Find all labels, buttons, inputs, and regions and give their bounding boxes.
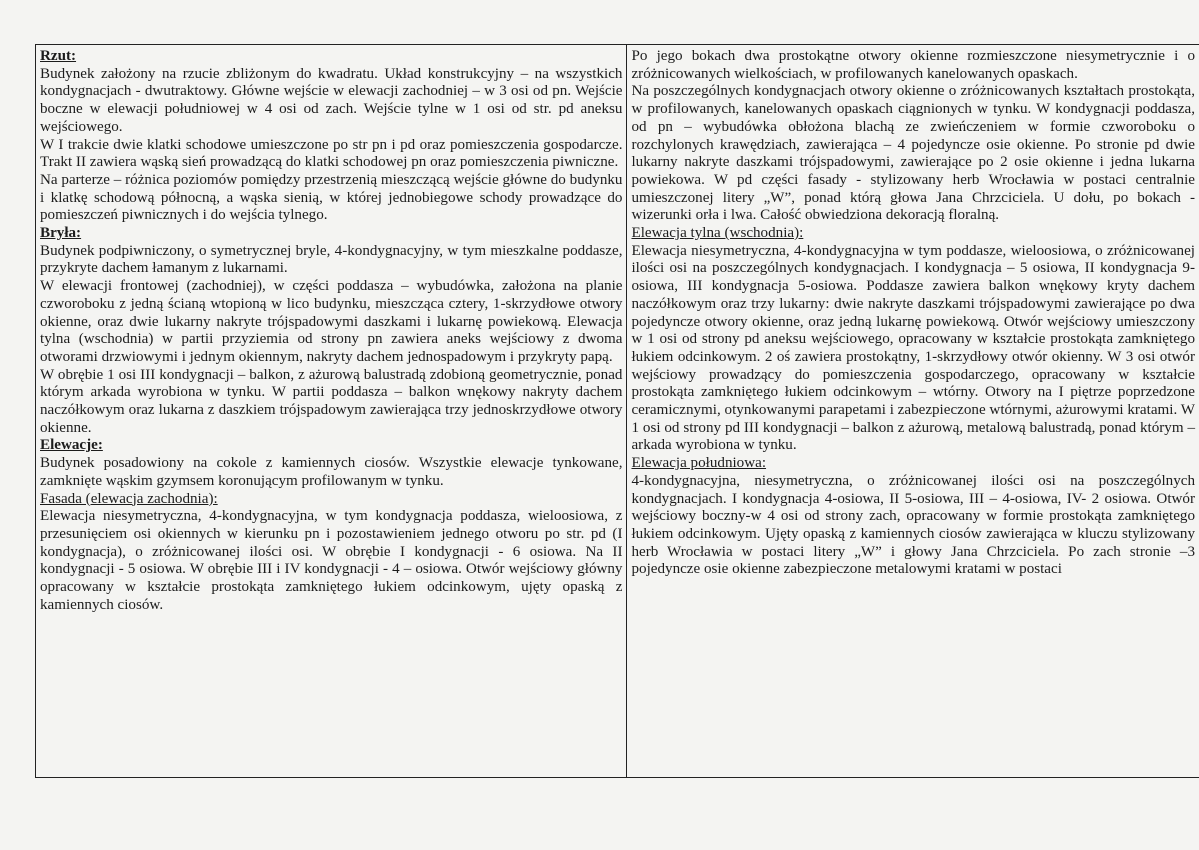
- paragraph: Budynek podpiwniczony, o symetrycznej bryle, 4-kondygnacyjny, w tym mieszkalne poddasze, przykryte dachem łamanym z lukarnami.: [40, 242, 623, 277]
- paragraph: W elewacji frontowej (zachodniej), w części poddasza – wybudówka, założona na planie czworoboku z jedną ścianą wtopioną w lico budynku, mieszcząca cztery, 1-skrzydłowe otwory okienne, oraz dwie lukarny nakryte trójspadowymi daszkami i lukarnę powiekową. Elewacja tylna (wschodnia) w partii przyziemia od strony pn zawiera aneks wejściowy z dwoma otworami drzwiowymi i jednym okiennym, nakryty dachem jednospadowym i przykryty papą.: [40, 278, 623, 365]
- paragraph: 4-kondygnacyjna, niesymetryczna, o zróżnicowanej ilości osi na poszczególnych kondygnacjach. I kondygnacja 4-osiowa, II 5-osiowa, III – 4-osiowa, IV- 2 osiowa. Otwór wejściowy boczny-w 4 osi od strony zach, opracowany w formie prostokąta zamkniętego łukiem odcinkowym. Ujęty opaską z kamiennych ciosów zawierająca w kluczu stylizowany herb Wrocławia w postaci litery „W” i głowy Jana Chrzciciela. Po zach stronie –3 pojedyncze osie okienne zabezpieczone metalowymi kratami w postaci: [631, 472, 1195, 578]
- paragraph: W I trakcie dwie klatki schodowe umieszczone po str pn i pd oraz pomieszczenia gospodarcze. Trakt II zawiera wąską sień prowadzącą do klatki schodowej pn oraz pomieszczenia piwniczne.: [40, 136, 623, 171]
- description-table: [35, 44, 1199, 778]
- paragraph: Na parterze – różnica poziomów pomiędzy przestrzenią mieszczącą wejście główne do budynku i klatkę schodową północną, a wąska sienią, w której jednobiegowe schody prowadzące do pomieszczeń piwnicznych i do wejścia tylnego.: [40, 171, 623, 224]
- paragraph: W obrębie 1 osi III kondygnacji – balkon, z ażurową balustradą zdobioną geometrycznie, ponad którym arkada wyrobiona w tynku. W partii poddasza – balkon wnękowy nakryty dachem naczółkowym oraz lukarna z daszkiem trójspadowym zawierająca trzy jednoskrzydłowe otwory okienne.: [40, 366, 623, 436]
- section-heading-bryla: Bryła:: [40, 225, 82, 242]
- section-heading-rzut: Rzut:: [40, 48, 77, 64]
- paragraph: Budynek założony na rzucie zbliżonym do kwadratu. Układ konstrukcyjny – na wszystkich kondygnacjach - dwutraktowy. Główne wejście w elewacji zachodniej – w 3 osi od pn. Wejście boczne w elewacji południowej w 4 osi od zach. Wejście tylne w 1 osi od str. pd aneksu wejściowego.: [40, 65, 623, 135]
- subsection-heading-fasada: Fasada (elewacja zachodnia):: [40, 490, 218, 507]
- left-column: [36, 45, 627, 777]
- subsection-heading-elewacja-poludniowa: Elewacja południowa:: [631, 455, 767, 472]
- paragraph: Na poszczególnych kondygnacjach otwory okienne o zróżnicowanych kształtach prostokąta, w profilowanych, kanelowanych opaskach ciągnionych w tynku. W kondygnacji poddasza, od pn – wybudówka obłożona blachą ze zwieńczeniem w formie czworoboku o rozchylonych krawędziach, zawierająca – 4 pojedyncze osie okienne. Po stronie pd dwie lukarny nakryte daszkami trójspadowymi, zawierające po 2 osie okienne i jedna lukarna powiekowa. W pd części fasady - stylizowany herb Wrocławia w postaci centralnie umieszczonej litery „W”, ponad którą głowa Jana Chrzciciela. U dołu, po bokach - wizerunki orła i lwa. Całość obwiedziona dekoracją floralną.: [631, 83, 1195, 224]
- right-column: [627, 45, 1199, 777]
- paragraph: Po jego bokach dwa prostokątne otwory okienne rozmieszczone niesymetrycznie i o zróżnicowanych wielkościach, w profilowanych kanelowanych opaskach.: [631, 48, 1195, 82]
- subsection-heading-elewacja-tylna: Elewacja tylna (wschodnia):: [631, 225, 804, 242]
- paragraph: Elewacja niesymetryczna, 4-kondygnacyjna, w tym kondygnacja poddasza, wieloosiowa, z przesunięciem osi okiennych w kierunku pn i pozostawieniem jednego otworu po str. pd (I kondygnacja), o zróżnicowanej ilości osi. W obrębie I kondygnacji - 6 osiowa. Na II kondygnacji - 5 osiowa. W obrębie III i IV kondygnacji - 4 – osiowa. Otwór wejściowy główny opracowany w kształcie prostokąta zamkniętego łukiem odcinkowym, ujęty opaską z kamiennych ciosów.: [40, 508, 623, 613]
- paragraph: Budynek posadowiony na cokole z kamiennych ciosów. Wszystkie elewacje tynkowane, zamknięte wąskim gzymsem koronującym profilowanym w tynku.: [40, 455, 623, 489]
- paragraph: Elewacja niesymetryczna, 4-kondygnacyjna w tym poddasze, wieloosiowa, o zróżnicowanej ilości osi na poszczególnych kondygnacjach. I kondygnacja – 5 osiowa, II kondygnacja 9-osiowa, III kondygnacja 5-osiowa. Poddasze zawiera balkon wnękowy kryty dachem naczółkowym oraz trzy lukarny: dwie nakryte daszkami trójspadowymi zawierające po dwa pojedyncze otwory okienne, oraz jedną lukarnę powiekową. Otwór wejściowy umieszczony w 1 osi od strony pd aneksu wejściowego, opracowany w kształcie prostokąta zamkniętego łukiem odcinkowym. 2 oś zawiera prostokątny, 1-skrzydłowy otwór okienny. W 3 osi otwór wejściowy prowadzący do pomieszczenia gospodarczego, opracowany w kształcie prostokąta zamkniętego łukiem odcinkowym – wtórny. Otwory na I piętrze poprzedzone ceramicznymi, otynkowanymi parapetami i zabezpieczone wtórnymi, ażurowymi kratami. W 1 osi od strony pd III kondygnacji – balkon z ażurową, metalową balustradą, ponad którym – arkada wyrobiona w tynku.: [631, 242, 1195, 454]
- section-heading-elewacje: Elewacje:: [40, 437, 103, 454]
